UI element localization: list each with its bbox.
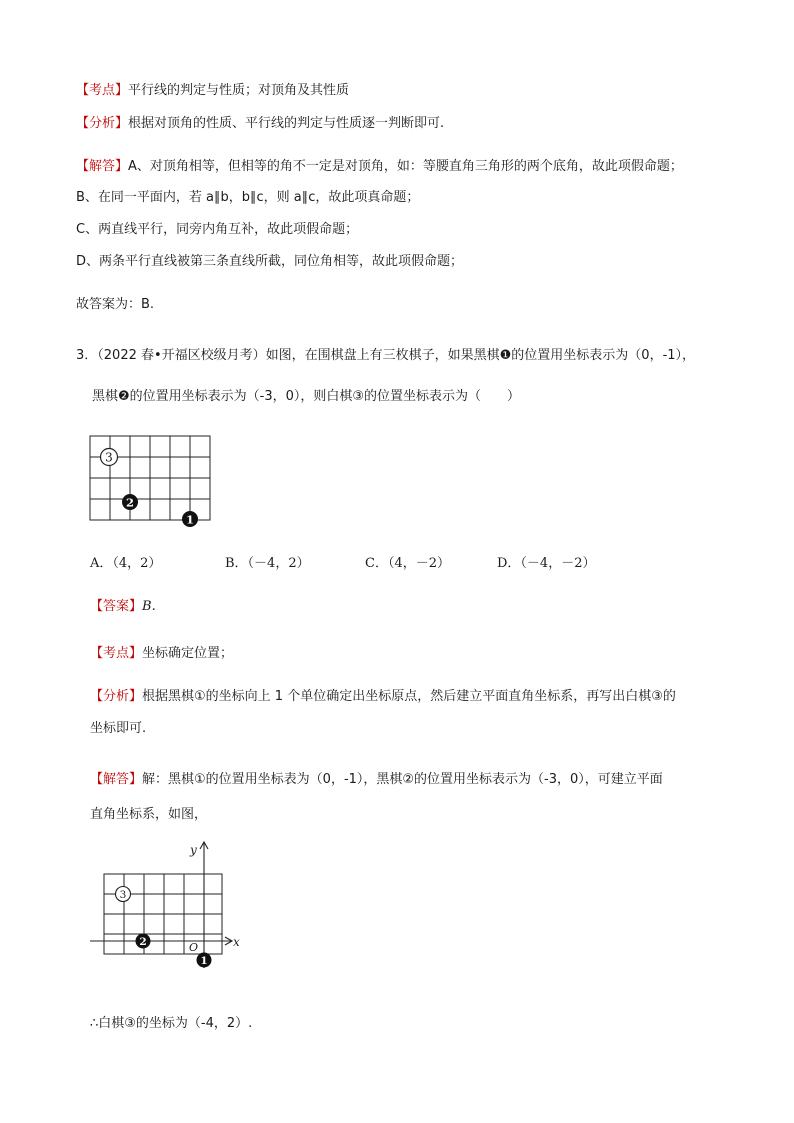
q3-jieda-text-2: 直角坐标系，如图， [90,807,208,822]
origin-label: O [189,941,199,954]
fenxi-tag: 【分析】 [76,116,129,131]
option-d: D．（－4，－2） [497,556,596,571]
coordinate-figure [86,838,246,970]
kaodian-tag: 【考点】 [76,83,129,98]
coord-black-stone-1 [197,953,212,968]
q3-stem-line-1: 3．（2022 春•开福区校级月考）如图，在围棋盘上有三枚棋子，如果黑棋❶的位置用坐标表示为（0，-1）， [76,348,696,363]
q3-conclusion: ∴白棋③的坐标为（-4，2）. [90,1016,253,1031]
q3-answer-line [90,598,156,616]
black-stone-1 [182,511,198,527]
q3-fenxi-text-2: 坐标即可. [90,721,147,736]
q3-stem-line-2: 黑棋❷的位置用坐标表示为（-3，0），则白棋③的位置坐标表示为（ ） [92,389,521,404]
x-axis-label: x [233,935,240,949]
axes [90,842,232,968]
stone-2-label: 2 [125,495,135,510]
coord-stone-1-label: 1 [200,955,208,967]
go-board-figure [80,428,220,528]
black-stone-2 [122,494,138,510]
answer-tag: 【答案】 [90,599,143,614]
white-stone-3 [101,449,118,466]
coord-stone-3-label: 3 [119,889,127,901]
answer-text: B. [142,599,156,614]
q3-jieda-text-1: 解：黑棋①的位置用坐标表为（0，-1），黑棋②的位置用坐标表示为（-3，0），可建立平面 [142,772,663,787]
option-c: C．（4，－2） [365,556,450,571]
fenxi-text: 根据对顶角的性质、平行线的判定与性质逐一判断即可. [128,116,445,131]
jieda-line-a [76,158,683,176]
prev-answer: 故答案为：B. [76,297,155,312]
coord-stone-2-label: 2 [139,936,147,948]
fenxi-line [76,115,444,133]
y-axis-label: y [190,843,197,857]
q3-fenxi-line-1 [90,688,676,706]
kaodian-text: 平行线的判定与性质；对顶角及其性质 [128,83,350,98]
jieda-c: C、两直线平行，同旁内角互补，故此项假命题； [76,222,359,237]
coord-black-stone-2 [136,934,151,949]
q3-jieda-line-1 [90,771,663,789]
q3-fenxi-tag: 【分析】 [90,689,143,704]
q3-jieda-tag: 【解答】 [90,772,143,787]
q3-kaodian-text: 坐标确定位置； [142,646,234,661]
jieda-tag: 【解答】 [76,159,129,174]
coord-white-stone-3 [116,887,131,902]
q3-fenxi-text-1: 根据黑棋①的坐标向上 1 个单位确定出坐标原点，然后建立平面直角坐标系，再写出白棋③的 [142,689,676,704]
jieda-d: D、两条平行直线被第三条直线所截，同位角相等，故此项假命题； [76,254,464,269]
stone-3-label: 3 [105,450,113,465]
q3-kaodian-line [90,645,233,663]
option-a: A．（4，2） [90,556,162,571]
kaodian-line [76,82,349,100]
jieda-b: B、在同一平面内，若 a∥b，b∥c，则 a∥c，故此项真命题； [76,190,420,205]
jieda-a: A、对顶角相等，但相等的角不一定是对顶角，如：等腰直角三角形的两个底角，故此项假命题； [128,159,683,174]
q3-kaodian-tag: 【考点】 [90,646,143,661]
option-b: B．（－4，2） [225,556,310,571]
stone-1-label: 1 [185,512,195,527]
